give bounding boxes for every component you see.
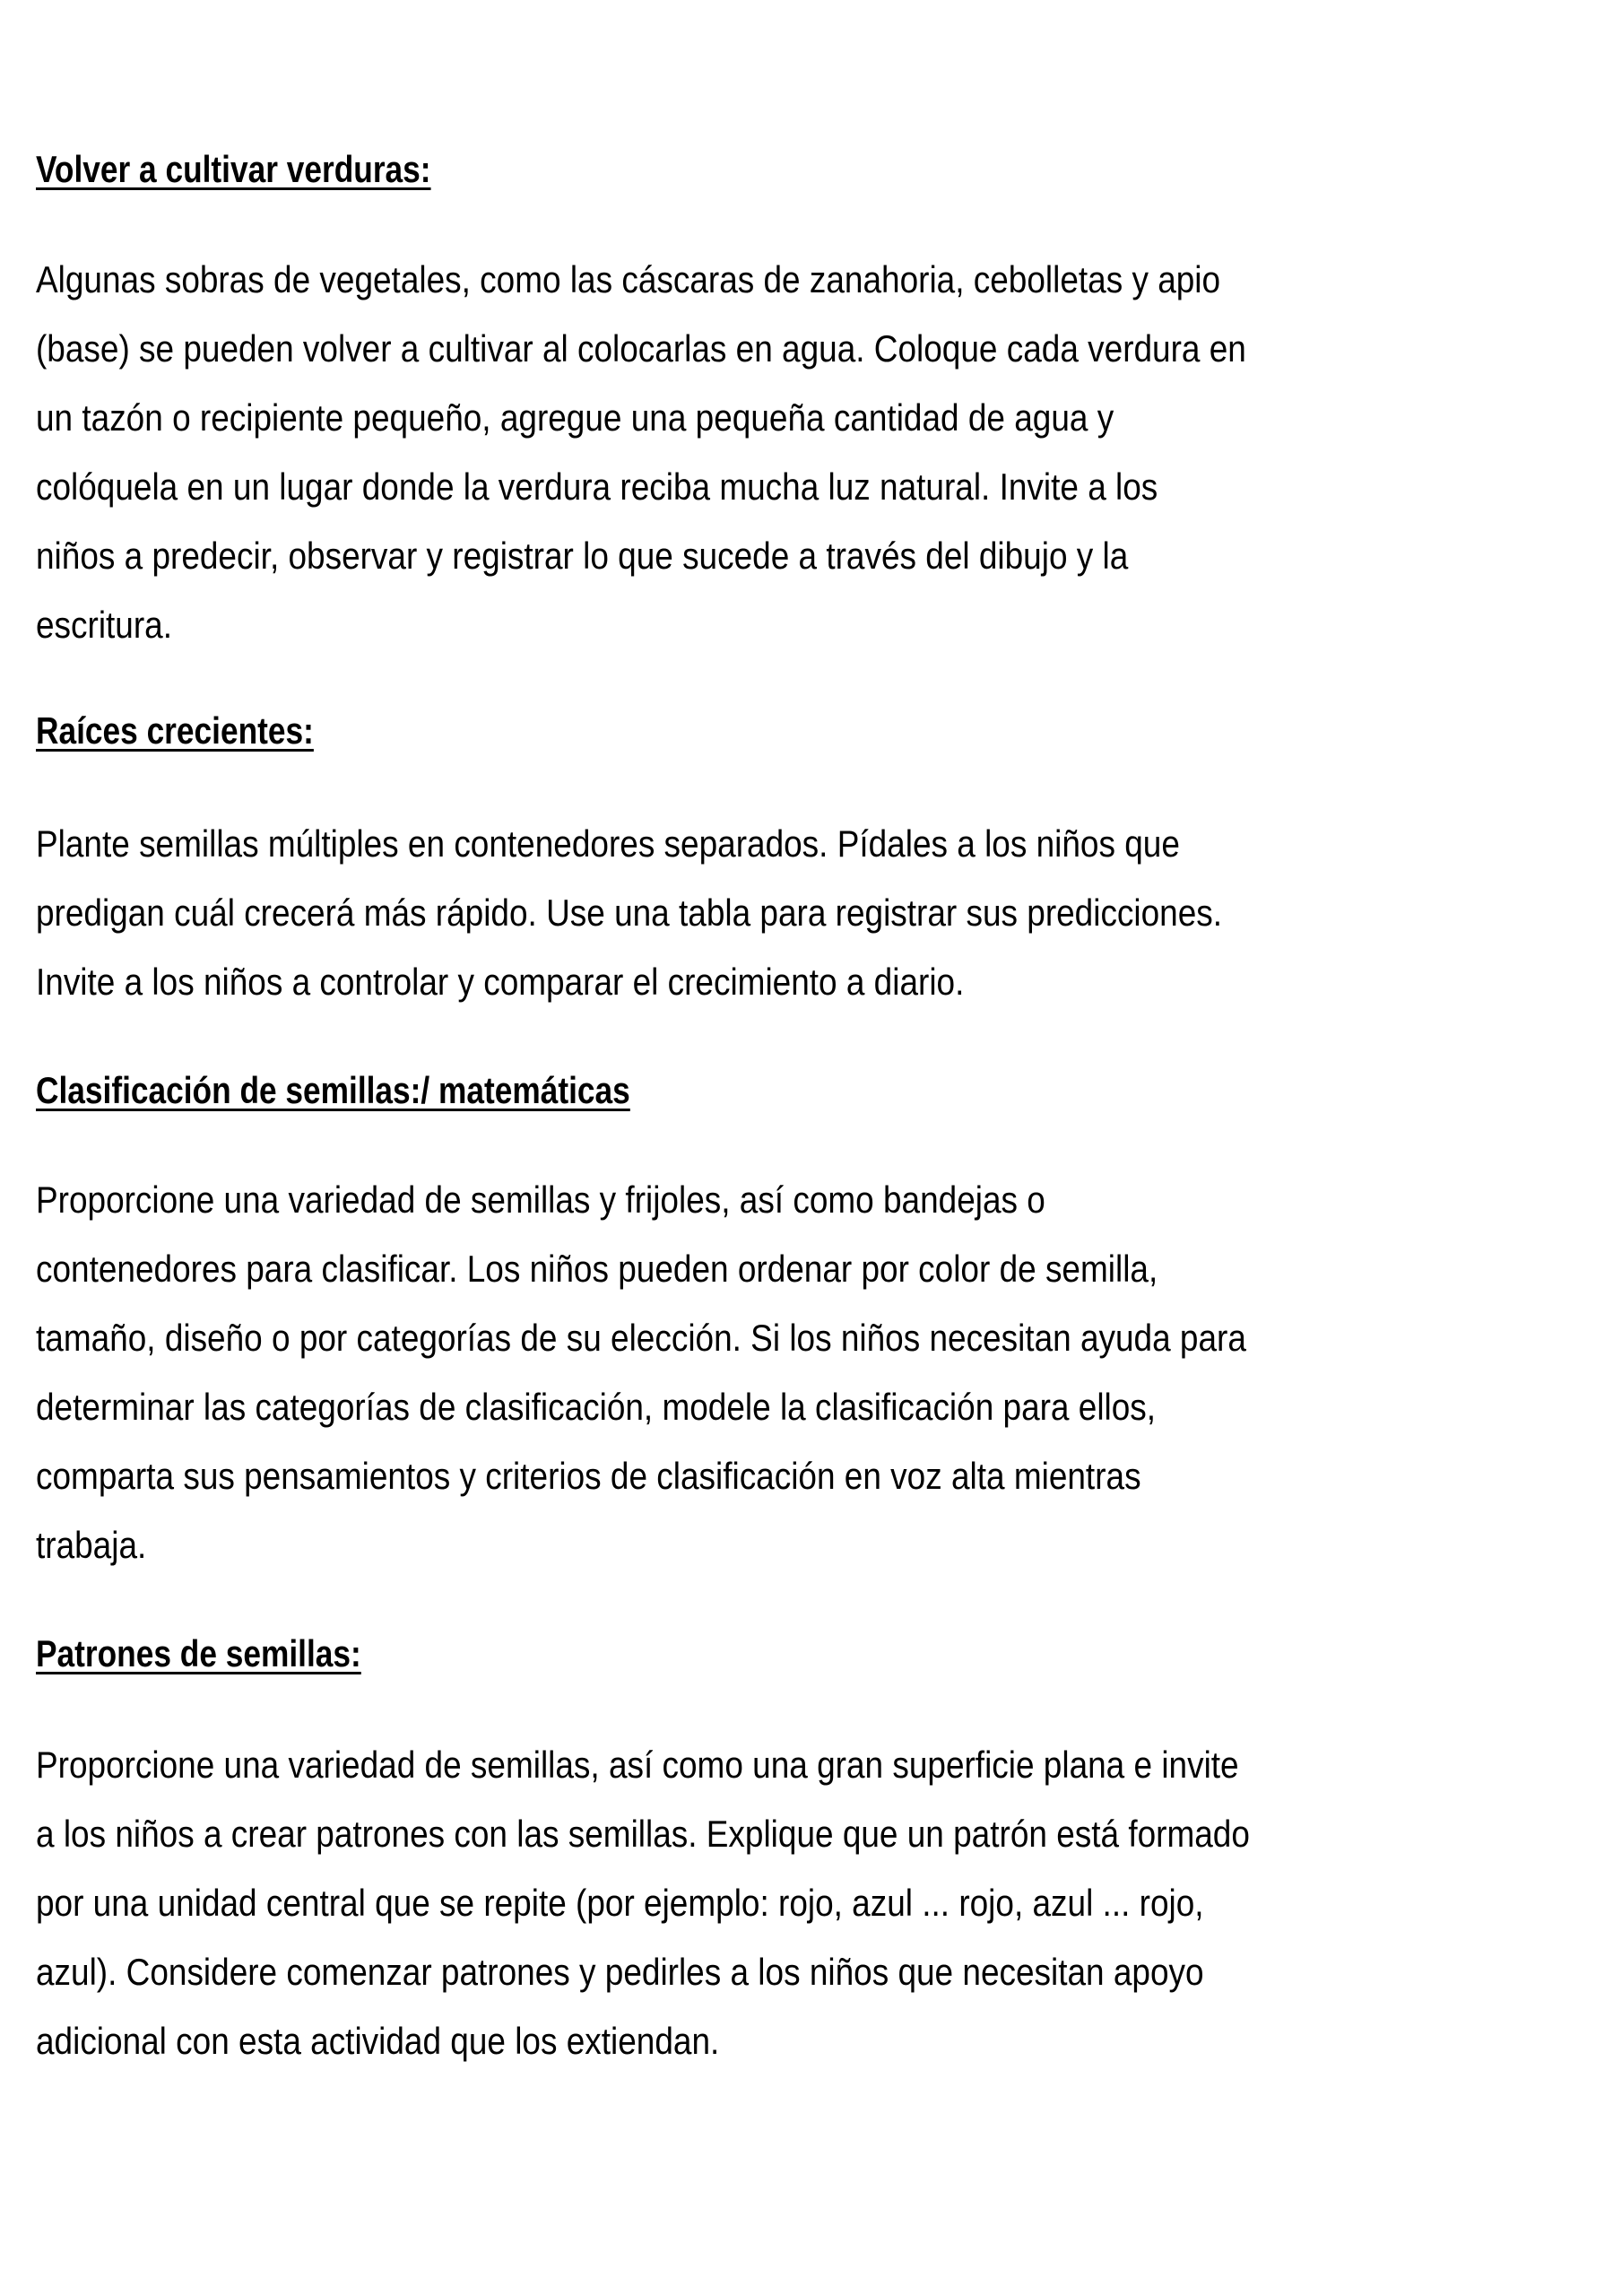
text-line: colóquela en un lugar donde la verdura reciba mucha luz natural. Invite a los [36,465,1158,508]
text-line: predigan cuál crecerá más rápido. Use una tabla para registrar sus predicciones. [36,891,1223,934]
text-line: Plante semillas múltiples en contenedores separados. Pídales a los niños que [36,822,1180,865]
text-line: un tazón o recipiente pequeño, agregue una pequeña cantidad de agua y [36,396,1114,439]
paragraph-regrow-vegetables [36,245,1425,659]
text-line: adicional con esta actividad que los extiendan. [36,2020,720,2062]
text-line: determinar las categorías de clasificación, modele la clasificación para ellos, [36,1386,1157,1428]
text-line: escritura. [36,604,172,646]
text-line: contenedores para clasificar. Los niños pueden ordenar por color de semilla, [36,1248,1158,1290]
text-line: Invite a los niños a controlar y comparar el crecimiento a diario. [36,961,965,1003]
paragraph-seed-patterns [36,1730,1425,2075]
text-line: Proporcione una variedad de semillas, así como una gran superficie plana e invite [36,1744,1239,1786]
text-line: Algunas sobras de vegetales, como las cáscaras de zanahoria, cebolletas y apio [36,258,1221,300]
heading-growing-roots: Raíces crecientes: [36,709,314,752]
text-line: niños a predecir, observar y registrar lo que sucede a través del dibujo y la [36,535,1129,577]
text-line: a los niños a crear patrones con las semillas. Explique que un patrón está formado [36,1813,1250,1855]
paragraph-seed-sorting [36,1165,1425,1579]
paragraph-growing-roots [36,809,1425,1016]
text-line: tamaño, diseño o por categorías de su elección. Si los niños necesitan ayuda para [36,1317,1246,1359]
heading-regrow-vegetables: Volver a cultivar verduras: [36,148,431,190]
heading-seed-patterns: Patrones de semillas: [36,1632,361,1674]
text-line: Proporcione una variedad de semillas y frijoles, así como bandejas o [36,1178,1045,1221]
heading-seed-sorting: Clasificación de semillas:/ matemáticas [36,1069,630,1111]
text-line: trabaja. [36,1524,147,1566]
text-line: azul). Considere comenzar patrones y pedirles a los niños que necesitan apoyo [36,1951,1204,1993]
text-line: (base) se pueden volver a cultivar al colocarlas en agua. Coloque cada verdura en [36,327,1246,370]
text-line: comparta sus pensamientos y criterios de clasificación en voz alta mientras [36,1455,1141,1497]
text-line: por una unidad central que se repite (por ejemplo: rojo, azul ... rojo, azul ... rojo, [36,1882,1204,1924]
